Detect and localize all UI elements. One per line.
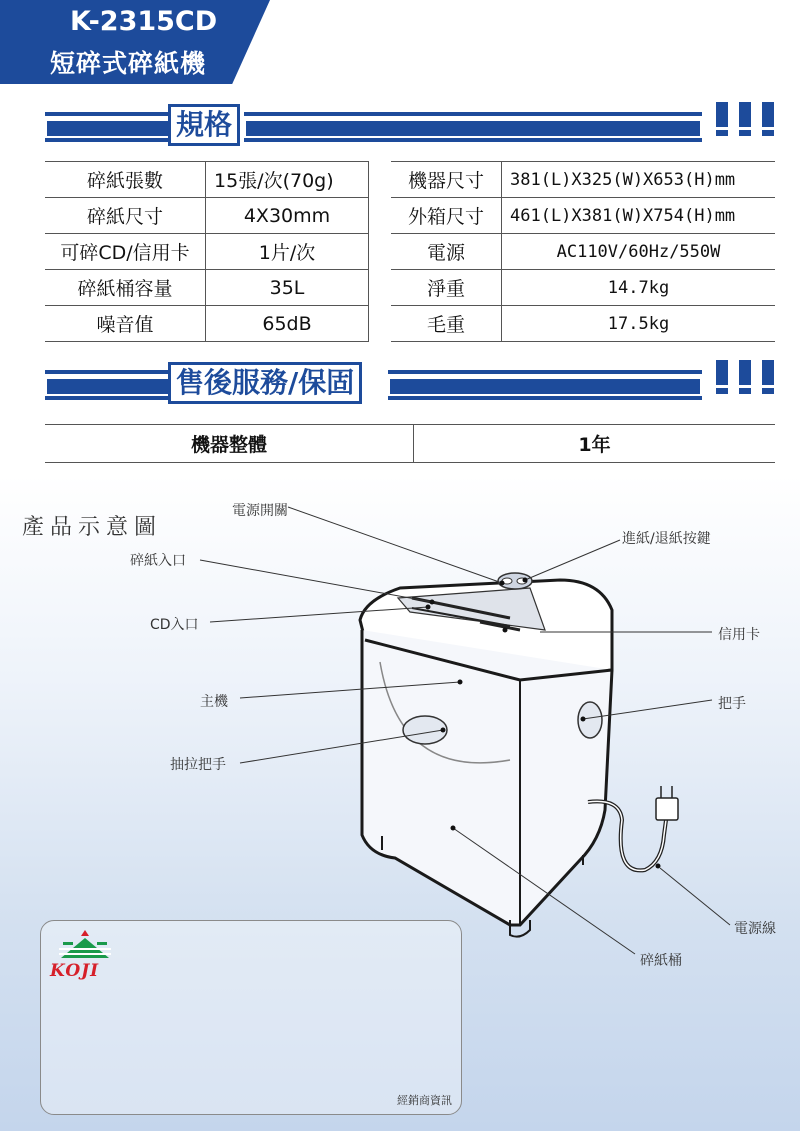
- spec-label: 碎紙張數: [45, 162, 206, 198]
- label-credit-card: 信用卡: [718, 627, 760, 643]
- koji-logo-icon: [55, 928, 115, 962]
- spec-value: AC110V/60Hz/550W: [502, 234, 776, 270]
- table-row: [45, 162, 775, 198]
- spec-label: 碎紙桶容量: [45, 270, 206, 306]
- spec-value: 381(L)X325(W)X653(H)mm: [502, 162, 776, 198]
- spec-value: 1片/次: [206, 234, 369, 270]
- label-paper-entry: 碎紙入口: [130, 553, 186, 569]
- plug-icon: [656, 786, 678, 820]
- label-power-cord: 電源線: [734, 921, 776, 937]
- exclaim-icon: [716, 360, 728, 394]
- spec-value: 35L: [206, 270, 369, 306]
- table-row: [45, 306, 775, 342]
- section-bar-left: [45, 112, 170, 142]
- spec-label: 碎紙尺寸: [45, 198, 206, 234]
- shredder-body: [360, 580, 612, 937]
- spec-label: 外箱尺寸: [391, 198, 502, 234]
- exclaim-icon: [762, 360, 774, 394]
- spec-value: 65dB: [206, 306, 369, 342]
- exclaim-icon: [762, 102, 774, 136]
- spec-value: 14.7kg: [502, 270, 776, 306]
- warranty-table: [45, 424, 775, 463]
- label-main-unit: 主機: [200, 694, 228, 710]
- section-bar-left: [45, 370, 170, 400]
- table-row: [45, 198, 775, 234]
- spec-label: 淨重: [391, 270, 502, 306]
- brand-name: KOJI: [50, 961, 100, 981]
- spec-label: 噪音值: [45, 306, 206, 342]
- spec-section-title: 規格: [168, 104, 240, 146]
- model-number: K-2315CD: [70, 6, 218, 37]
- section-bar-right: [244, 112, 702, 142]
- label-cd-entry: CD入口: [150, 617, 199, 633]
- spec-value: 4X30mm: [206, 198, 369, 234]
- dealer-label: 經銷商資訊: [397, 1094, 452, 1107]
- spec-label: 可碎CD/信用卡: [45, 234, 206, 270]
- diagram-title: 產品示意圖: [22, 515, 163, 540]
- table-row: [45, 234, 775, 270]
- table-row: [45, 270, 775, 306]
- exclaim-icon: [739, 360, 751, 394]
- spec-label: 電源: [391, 234, 502, 270]
- service-section-title: 售後服務/保固: [168, 362, 362, 404]
- exclaim-icon: [739, 102, 751, 136]
- spec-value: 15張/次(70g): [206, 162, 369, 198]
- spec-value: 17.5kg: [502, 306, 776, 342]
- exclaim-icon: [716, 102, 728, 136]
- spec-table: [45, 161, 775, 342]
- spec-label: 機器尺寸: [391, 162, 502, 198]
- label-forward-reverse: 進紙/退紙按鍵: [622, 531, 711, 547]
- label-handle: 把手: [718, 696, 746, 712]
- spec-value: 461(L)X381(W)X754(H)mm: [502, 198, 776, 234]
- label-pull-handle: 抽拉把手: [170, 757, 226, 773]
- section-bar-right: [388, 370, 702, 400]
- label-power-switch: 電源開關: [232, 503, 288, 519]
- label-bin: 碎紙桶: [640, 953, 682, 969]
- warranty-item: 機器整體: [45, 425, 414, 463]
- shredder-illustration: [0, 480, 800, 960]
- product-name: 短碎式碎紙機: [50, 49, 207, 78]
- spec-label: 毛重: [391, 306, 502, 342]
- table-row: [45, 425, 775, 463]
- warranty-period: 1年: [414, 425, 776, 463]
